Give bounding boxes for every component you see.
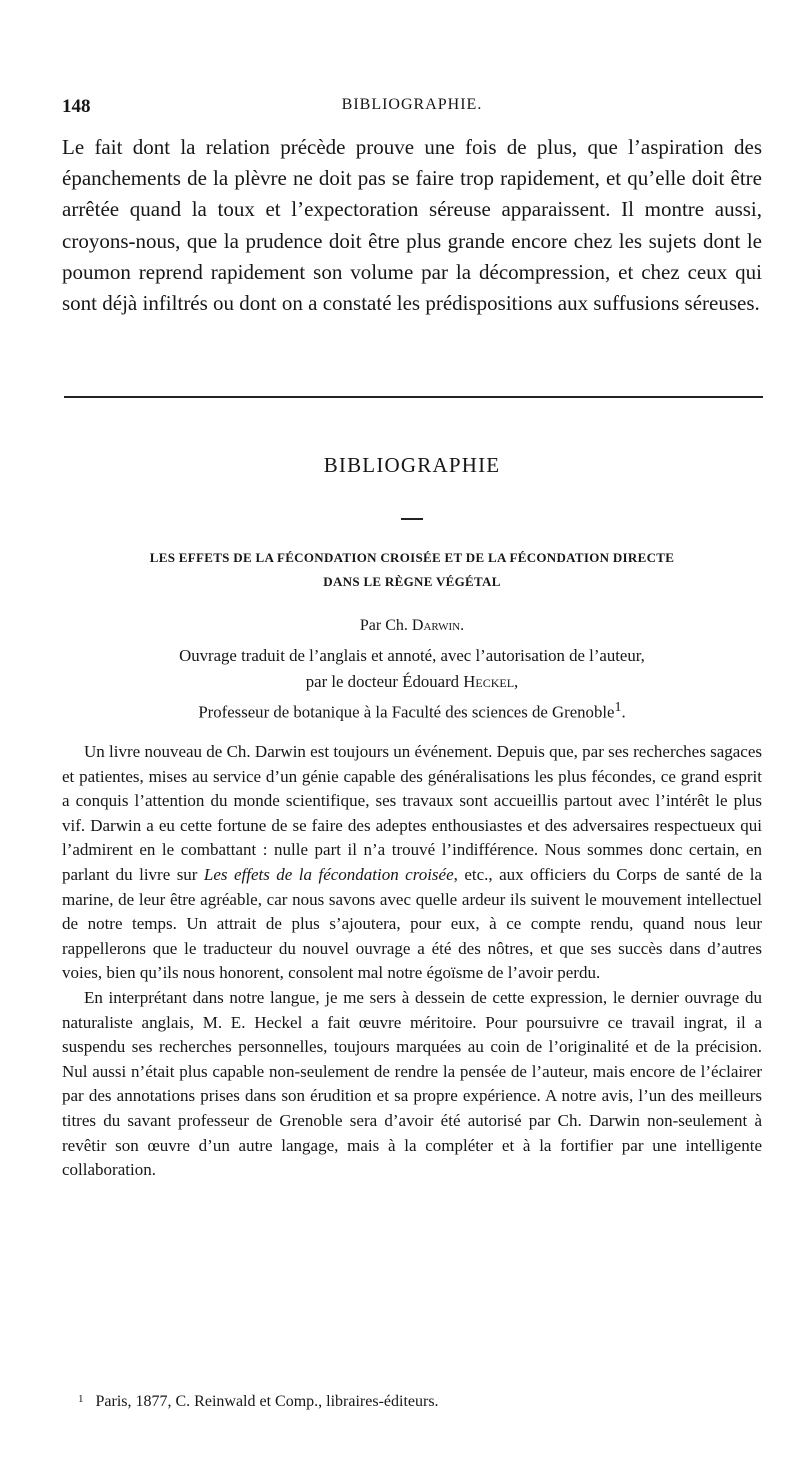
review-paragraph-2: En interprétant dans notre langue, je me sers à dessein de cette expression, le dernier ouvrage du naturaliste anglais, M. E. Heckel a fait œuvre méritoire. Pour poursuivre ce travail ingrat, il a suspendu ses recherches personnelles, toujours marquées au coin de l’originalité et de la précision. Nul aussi n’était plus capable non-seulement de rendre la pensée de l’auteur, mais encore de l’éclairer par des annotations prises dans son érudition et sa propre expérience. A notre avis, l’un des meilleurs titres du savant professeur de Grenoble sera d’avoir été autorisé par Ch. Darwin non-seulement à revêtir son œuvre d’un autre langage, mais à la compléter et à la fortifier par une intelligente collaboration.: [62, 987, 762, 1180]
book-author: [62, 617, 762, 635]
footnote-reference: 1: [614, 700, 622, 715]
title-dash: [401, 518, 423, 520]
section-title: BIBLIOGRAPHIE: [323, 453, 501, 477]
description-line-2: [62, 669, 762, 695]
page-header: [62, 96, 762, 120]
book-title: [62, 546, 762, 594]
review-body: [62, 740, 762, 1183]
translator-prefix: par le docteur Édouard: [305, 672, 464, 691]
footnote-marker: 1: [78, 1393, 84, 1405]
professor-line: Professeur de botanique à la Faculté des sciences de Grenoble: [198, 702, 615, 722]
running-head: BIBLIOGRAPHIE.: [341, 96, 483, 113]
page-number: 148: [62, 96, 91, 117]
paragraph-1-start: Un livre nouveau de Ch. Darwin est toujours un événement. Depuis que, par ses recherches sagaces et patientes, mises au service d’un génie capable des généralisations les plus fécondes, ce grand esprit a conquis l’attention du monde scientifique, ses travaux sont accueillis partout avec l’intérêt le plus vif. Darwin a eu cette fortune de se faire des adeptes enthousiastes et des adversaires respectueux qui l’admirent en le combattant : nulle part il n’a trouvé l’indifférence. Nous sommes donc certain, en parlant du livre sur: [62, 742, 762, 884]
review-paragraph-1: [62, 740, 762, 986]
professor-line-end: .: [621, 702, 626, 722]
description-line-3: [62, 695, 762, 726]
description-line-1: Ouvrage traduit de l’anglais et annoté, avec l’autorisation de l’auteur,: [179, 646, 645, 665]
intro-paragraph: Le fait dont la relation précède prouve une fois de plus, que l’aspiration des épanchements de la plèvre ne doit pas se faire trop rapidement, et qu’elle doit être arrêtée quand la toux et l’expectoration séreuse apparaissent. Il montre aussi, croyons-nous, que la prudence doit être plus grande encore chez les sujets dont le poumon reprend rapidement son volume par la décompression, et chez ceux qui sont déjà infiltrés ou dont on a constaté les prédispositions aux suffusions séreuses.: [62, 135, 762, 316]
footnote: [78, 1393, 439, 1411]
author-prefix: Par Ch.: [359, 617, 412, 634]
section-divider: [64, 396, 763, 398]
book-title-line-1: LES EFFETS DE LA FÉCONDATION CROISÉE ET DE LA FÉCONDATION DIRECTE: [149, 550, 675, 565]
translator-name: Heckel,: [463, 672, 519, 691]
footnote-text: Paris, 1877, C. Reinwald et Comp., libraires-éditeurs.: [95, 1393, 439, 1410]
book-title-italic: Les effets de la fécondation croisée: [203, 864, 454, 884]
author-name: Darwin.: [411, 617, 465, 634]
book-description: [62, 643, 762, 726]
book-title-line-2: DANS LE RÈGNE VÉGÉTAL: [323, 574, 501, 589]
paragraph-1-end: , etc., aux officiers du Corps de santé de la marine, de leur être agréable, car nous savons avec quelle ardeur ils suivent le mouvement intellectuel de notre temps. Un attrait de plus s’ajoutera, pour eux, à ce compte rendu, quand nous leur rappellerons que le traducteur du nouvel ouvrage a été des nôtres, et que ses succès dans d’autres voies, bien qu’ils nous honorent, consolent mal notre égoïsme de l’avoir perdu.: [62, 864, 762, 983]
